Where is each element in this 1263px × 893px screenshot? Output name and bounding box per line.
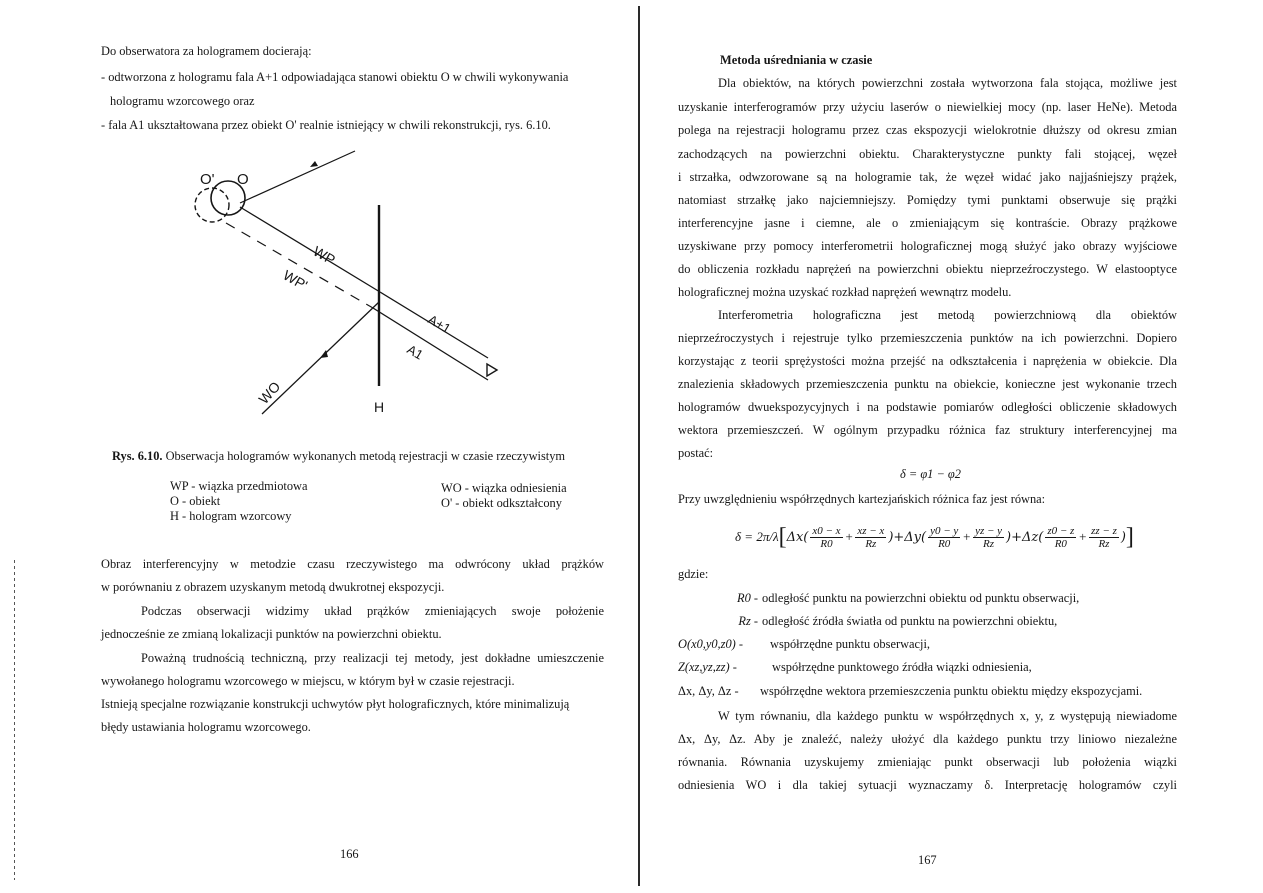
def-5-text: współrzędne wektora przemieszczenia punktu obiektu między ekspozycjami.	[760, 684, 1143, 698]
eq-frac-3: $\frac{y0 - y}{R0}$	[930, 524, 959, 550]
label-o-prime: O'	[200, 171, 215, 188]
intro-text: Do obserwatora za hologramem docierają:	[101, 44, 312, 58]
para2-line1: Podczas obserwacji widzimy układ prążków zmieniających swoje położenie	[141, 604, 604, 618]
page-number-right: 167	[918, 853, 937, 867]
bullet-1-line-2: hologramu wzorcowego oraz	[110, 94, 255, 108]
def-3-text: współrzędne punktu obserwacji,	[770, 637, 931, 651]
page-gutter	[638, 6, 640, 886]
eq-frac-6: $\frac{zz - z}{Rz}$	[1091, 524, 1117, 550]
def-3-symbol: O(x0,y0,z0) -	[678, 637, 744, 651]
hologram-diagram	[150, 140, 530, 430]
label-a1: A1	[404, 341, 426, 363]
observer-eye-icon	[487, 364, 497, 376]
gdzie-label: gdzie:	[678, 567, 709, 581]
r-para2-line6: wektora przemieszczeń. W ogólnym przypadku różnica faz struktury interferencyjnej ma	[678, 423, 1177, 437]
def-1-symbol: R0 -	[737, 591, 758, 605]
r-para2-line1: Interferometria holograficzna jest metodą powierzchniową dla obiektów	[718, 308, 1177, 322]
figure-caption	[112, 448, 565, 464]
r-para3-line3: równania. Równania uzyskujemy zmieniając punkt obserwacji lub położenia wiązki	[678, 755, 1177, 769]
eq-frac-4: $\frac{yz - y}{Rz}$	[975, 524, 1003, 550]
eq-frac-1: $\frac{x0 - x}{R0}$	[812, 524, 841, 550]
def-4-text: współrzędne punktowego źródła wiązki odniesienia,	[772, 660, 1032, 674]
r-para1-line6: natomiast strzałkę jako najciemniejszy. Pomiędzy tymi punktami obserwuje się prążki	[678, 193, 1177, 207]
section-heading: Metoda uśredniania w czasie	[720, 53, 873, 67]
r-para1-line2: uzyskanie interferogramów przy użyciu laserów o niewielkiej mocy (np. laser HeNe). Metoda	[678, 100, 1177, 114]
label-wp: WP	[310, 242, 339, 268]
def-1-text: odległość punktu na powierzchni obiektu od punktu obserwacji,	[762, 591, 1080, 605]
bullet-1-line-1: - odtworzona z hologramu fala A+1 odpowiadająca stanowi obiektu O w chwili wykonywania	[101, 70, 569, 84]
def-5-symbol: Δx, Δy, Δz -	[678, 684, 739, 698]
r-para3-line1: W tym równaniu, dla każdego punktu w współrzędnych x, y, z występują niewiadome	[718, 709, 1177, 723]
r-para1-line5: i strzałka, odwzorowane są na hologramie tak, że węzeł widać jako najjaśniejszy prążek,	[678, 170, 1177, 184]
legend-left-2: O - obiekt	[170, 494, 221, 508]
eq-lhs: δ = 2π/λ	[735, 529, 779, 544]
r-para1-line9: do obliczenia rozkładu naprężeń na powierzchni obiektu nieprzeźroczystego. W elastooptyce	[678, 262, 1177, 276]
para2-line2: jednocześnie ze zmianą lokalizacji punktów na powierzchni obiektu.	[101, 627, 442, 641]
r-para1-last: holograficznej można uzyskać rozkład naprężeń wewnątrz modelu.	[678, 285, 1012, 299]
r-para1-line8: uzyskiwane przy pomocy interferometrii holograficznej mogą służyć jako obrazy wyjściowe	[678, 239, 1177, 253]
label-wo: WO	[255, 378, 284, 408]
r-para1-line1: Dla obiektów, na których powierzchni została wytworzona fala stojąca, możliwe jest	[718, 76, 1177, 90]
bullet-2: - fala A1 ukształtowana przez obiekt O' realnie istniejący w chwili rekonstrukcji, rys. 6.10.	[101, 118, 551, 132]
equation-cartesian: δ = 2π/λ [ Δx( $\frac{x0 - x}{R0}$ + $\frac{xz - x}{Rz}$ )+Δy( $\frac{y0 - y}{R0}$ + $\frac{yz - y}{Rz}$ )+Δz( $\frac{z0 - z}{R0}$ + $\frac{zz - z}{Rz}$ ) ]	[735, 523, 1134, 550]
coords-intro: Przy uwzględnieniu współrzędnych kartezjańskich różnica faz jest równa:	[678, 492, 1046, 506]
para4-line2: błędy ustawiania hologramu wzorcowego.	[101, 720, 311, 734]
r-para2-line2: nieprzeźroczystych i rejestruje tylko przemieszczenia punktów na ich powierzchni. Dopiero	[678, 331, 1177, 345]
illumination-line	[240, 151, 355, 203]
wo-beam-line	[262, 302, 379, 414]
r-para3-line4: odniesienia WO i dla takiej sytuacji wyznaczamy δ. Interpretację hologramów czyli	[678, 778, 1177, 792]
label-h: H	[374, 399, 385, 415]
para1-line2: w porównaniu z obrazem uzyskanym metodą dwukrotnej ekspozycji.	[101, 580, 445, 594]
legend-left-1: WP - wiązka przedmiotowa	[170, 479, 308, 493]
eq-frac-5: $\frac{z0 - z}{R0}$	[1047, 524, 1075, 550]
para1-line1: Obraz interferencyjny w metodzie czasu rzeczywistego ma odwrócony układ prążków	[101, 557, 604, 571]
r-para3-line2: Δx, Δy, Δz. Aby je znaleźć, należy ułożyć dla każdego punktu trzy liniowo niezależne	[678, 732, 1177, 746]
r-para2-line3: korzystając z teorii sprężystości można przejść na odkształcenia i naprężenia w obiekcie. Dla	[678, 354, 1177, 368]
legend-left-3: H - hologram wzorcowy	[170, 509, 292, 523]
def-2-text: odległość źródła światła od punktu na powierzchni obiektu,	[762, 614, 1058, 628]
wp-prime-beam-line	[226, 223, 373, 308]
eq-delta-y: )+Δy(	[888, 529, 927, 545]
label-o: O	[237, 171, 249, 188]
para3-line2: wywołanego hologramu wzorcowego w miejscu, w którym był w czasie rejestracji.	[101, 674, 515, 688]
illumination-arrow-icon	[310, 161, 318, 167]
r-para2-last: postać:	[678, 446, 714, 460]
figure-caption-number: Rys. 6.10.	[112, 449, 163, 463]
para3-line1: Poważną trudnością techniczną, przy realizacji tej metody, jest dokładne umieszczenie	[141, 651, 604, 665]
r-para1-line3: polega na rejestracji hologramu przez czas ekspozycji wielokrotnie dłuższy od okresu zmian	[678, 123, 1177, 137]
legend-right-2: O' - obiekt odkształcony	[441, 496, 562, 510]
figure-caption-text: Obserwacja hologramów wykonanych metodą rejestracji w czasie rzeczywistym	[162, 449, 566, 463]
label-a-plus1: A+1	[425, 311, 454, 337]
eq-frac-2: $\frac{xz - x}{Rz}$	[857, 524, 885, 550]
r-para2-line4: znalezienia składowych przemieszczenia punktu na obiekcie, konieczne jest wykonanie trzech	[678, 377, 1177, 391]
eq-bracket-close: ]	[1125, 523, 1134, 550]
label-wp-prime: WP'	[280, 266, 311, 294]
def-4-symbol: Z(xz,yz,zz) -	[678, 660, 737, 674]
eq-paren-close: )	[1120, 529, 1126, 545]
scan-edge-marks	[14, 560, 15, 880]
page-number-left: 166	[340, 847, 359, 861]
legend-right-1: WO - wiązka odniesienia	[441, 481, 567, 495]
eq-delta-x: Δx(	[786, 529, 809, 545]
r-para1-line4: zachodzących na powierzchni obiektu. Charakterystyczne punkty fali stojącej, węzeł	[678, 147, 1177, 161]
r-para1-line7: interferencyjne jasne i ciemne, ale o zmieniającym się kontraście. Obrazy prążkowe	[678, 216, 1177, 230]
eq-bracket-open: [	[778, 523, 787, 550]
def-2-symbol: Rz -	[738, 614, 758, 628]
equation-phase-difference: δ = φ1 − φ2	[900, 467, 961, 481]
para4-line1: Istnieją specjalne rozwiązanie konstrukcji uchwytów płyt holograficznych, które minimalizują	[101, 697, 570, 711]
r-para2-line5: hologramów dwuekspozycyjnych i na podstawie pomiarów odległości obliczenie składowych	[678, 400, 1177, 414]
eq-delta-z: )+Δz(	[1006, 529, 1044, 545]
